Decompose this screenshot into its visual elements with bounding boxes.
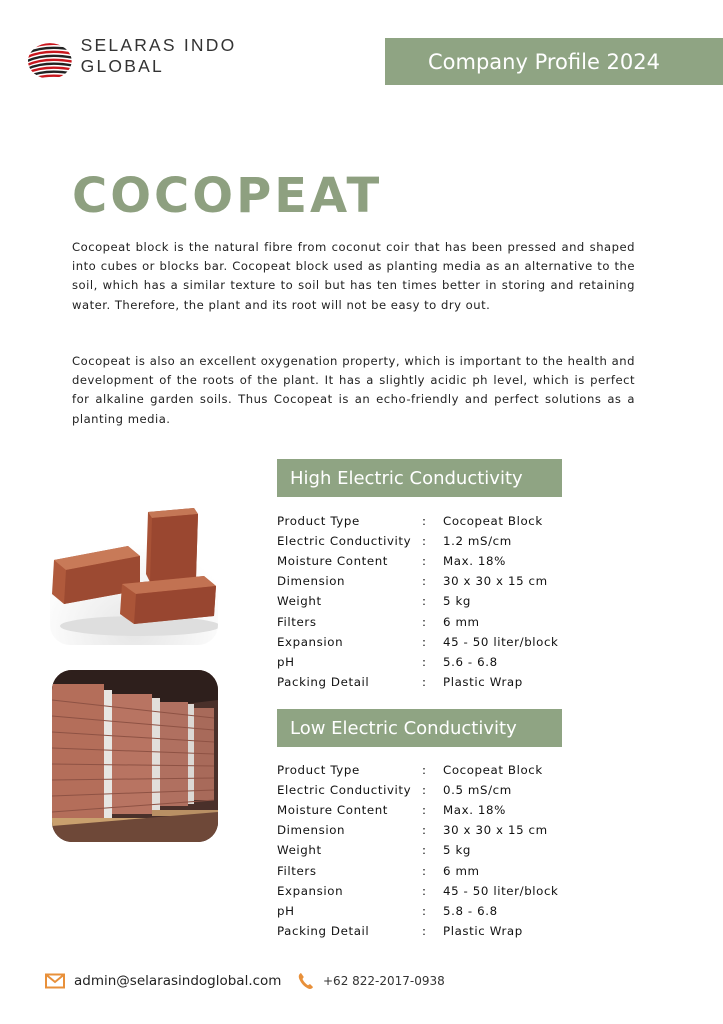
footer-phone[interactable] <box>298 970 445 992</box>
spec-value: 45 - 50 liter/block <box>443 634 559 649</box>
spec-separator: : <box>422 634 427 649</box>
spec-label: Dimension <box>277 823 346 838</box>
properties-paragraph: Cocopeat is also an excellent oxygenation property, which is important to the health and development of the roots of the plant. It has a slightly acidic ph level, which is perfect for alkaline garden soils. Thus Cocopeat is an echo-friendly and perfect solutions as a planting media. <box>72 354 635 426</box>
spec-row <box>277 860 607 880</box>
footer-email[interactable] <box>45 970 281 992</box>
spec-value: Cocopeat Block <box>443 514 543 529</box>
spec-label: Filters <box>277 614 317 629</box>
intro-paragraph: Cocopeat block is the natural fibre from coconut coir that has been pressed and shaped into cubes or blocks bar. Cocopeat block used as planting media as an alternative to the soil, which has a similar texture to soil but has ten times better in storing and retaining water. Therefore, the plant and its root will not be easy to dry out. <box>72 240 635 312</box>
spec-separator: : <box>422 863 427 878</box>
spec-value: 6 mm <box>443 614 480 629</box>
spec-row <box>277 591 607 611</box>
spec-separator: : <box>422 763 427 778</box>
low-ec-spec-table <box>277 760 607 941</box>
spec-separator: : <box>422 594 427 609</box>
spec-value: 1.2 mS/cm <box>443 534 512 549</box>
spec-value: Max. 18% <box>443 554 506 569</box>
spec-label: Expansion <box>277 883 344 898</box>
spec-label: Weight <box>277 843 322 858</box>
spec-label: Packing Detail <box>277 923 370 938</box>
spec-separator: : <box>422 614 427 629</box>
spec-separator: : <box>422 554 427 569</box>
striped-globe-logo-icon <box>25 38 75 84</box>
company-logo <box>25 35 325 84</box>
low-ec-heading: Low Electric Conductivity <box>277 709 562 747</box>
spec-row <box>277 531 607 551</box>
spec-separator: : <box>422 923 427 938</box>
spec-value: Plastic Wrap <box>443 923 523 938</box>
spec-row <box>277 921 607 941</box>
cocopeat-blocks-photo <box>50 500 218 645</box>
spec-value: 5 kg <box>443 594 471 609</box>
spec-value: 5 kg <box>443 843 471 858</box>
spec-separator: : <box>422 843 427 858</box>
spec-label: Weight <box>277 594 322 609</box>
spec-separator: : <box>422 534 427 549</box>
spec-label: Product Type <box>277 514 360 529</box>
spec-label: Electric Conductivity <box>277 783 412 798</box>
spec-label: pH <box>277 903 295 918</box>
spec-value: 30 x 30 x 15 cm <box>443 823 548 838</box>
spec-row <box>277 632 607 652</box>
spec-value: 45 - 50 liter/block <box>443 883 559 898</box>
email-address[interactable]: admin@selarasindoglobal.com <box>74 973 282 989</box>
company-name: SELARAS INDO GLOBAL <box>80 35 237 76</box>
page-title: COCOPEAT <box>72 168 383 224</box>
spec-row <box>277 800 607 820</box>
stacked-pallets-photo <box>52 670 218 842</box>
envelope-icon <box>45 973 65 989</box>
spec-value: 5.6 - 6.8 <box>443 654 498 669</box>
spec-value: 0.5 mS/cm <box>443 783 512 798</box>
spec-label: Filters <box>277 863 317 878</box>
spec-label: pH <box>277 654 295 669</box>
spec-row <box>277 820 607 840</box>
spec-row <box>277 840 607 860</box>
spec-value: 5.8 - 6.8 <box>443 903 498 918</box>
phone-number[interactable]: +62 822-2017-0938 <box>323 974 445 988</box>
spec-separator: : <box>422 674 427 689</box>
spec-row <box>277 652 607 672</box>
spec-row <box>277 511 607 531</box>
phone-icon <box>298 972 314 990</box>
spec-separator: : <box>422 783 427 798</box>
spec-row <box>277 881 607 901</box>
spec-row <box>277 780 607 800</box>
spec-separator: : <box>422 823 427 838</box>
spec-row <box>277 901 607 921</box>
spec-row <box>277 672 607 692</box>
spec-separator: : <box>422 803 427 818</box>
spec-separator: : <box>422 574 427 589</box>
high-ec-heading: High Electric Conductivity <box>277 459 562 497</box>
high-ec-spec-table <box>277 511 607 692</box>
spec-value: Plastic Wrap <box>443 674 523 689</box>
spec-row <box>277 760 607 780</box>
spec-row <box>277 571 607 591</box>
spec-value: 6 mm <box>443 863 480 878</box>
spec-label: Dimension <box>277 574 346 589</box>
spec-separator: : <box>422 654 427 669</box>
spec-label: Moisture Content <box>277 803 389 818</box>
spec-label: Electric Conductivity <box>277 534 412 549</box>
spec-label: Moisture Content <box>277 554 389 569</box>
spec-separator: : <box>422 883 427 898</box>
spec-value: Max. 18% <box>443 803 506 818</box>
spec-separator: : <box>422 514 427 529</box>
spec-row <box>277 551 607 571</box>
header-banner: Company Profile 2024 <box>385 38 723 85</box>
spec-label: Expansion <box>277 634 344 649</box>
spec-separator: : <box>422 903 427 918</box>
spec-label: Packing Detail <box>277 674 370 689</box>
spec-value: Cocopeat Block <box>443 763 543 778</box>
spec-label: Product Type <box>277 763 360 778</box>
spec-row <box>277 611 607 631</box>
spec-value: 30 x 30 x 15 cm <box>443 574 548 589</box>
